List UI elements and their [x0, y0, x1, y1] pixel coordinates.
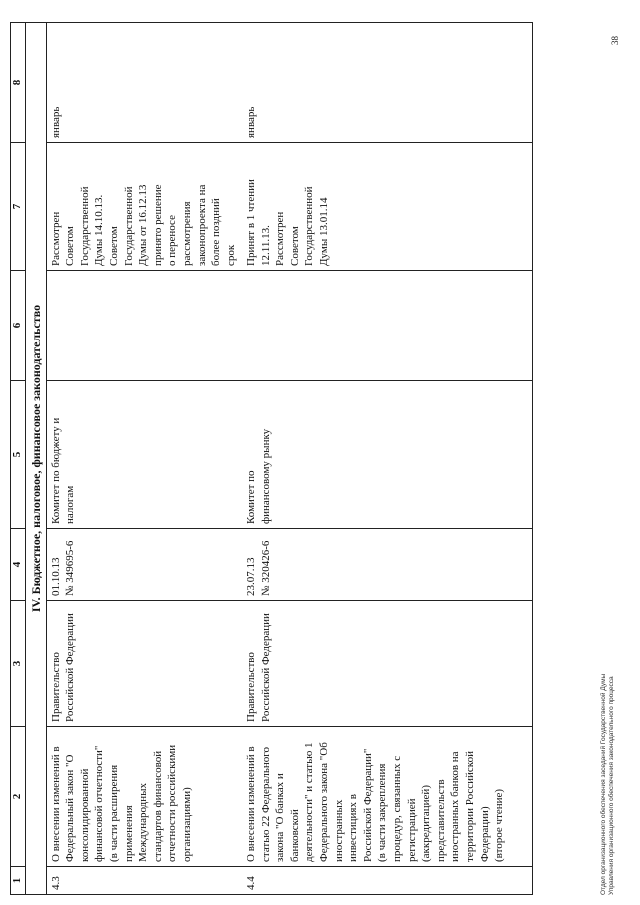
registration-date: 01.10.13: [49, 557, 62, 596]
row-number: 4.3: [46, 867, 242, 895]
bill-title-line: стандартов финансовой: [151, 750, 164, 862]
bill-title-line: процедур, связанных с: [391, 755, 404, 862]
footer-line: Отдел организационного обеспечения заседаний Государственной Думы: [600, 673, 607, 895]
status-line: о переносе: [166, 215, 179, 266]
committee: [46, 381, 242, 529]
bill-title-line: отчетности российскими: [166, 744, 179, 862]
status-line: Государственной: [122, 186, 135, 266]
status-line: Государственной: [78, 186, 91, 266]
bill-title-line: Российской Федерации": [361, 748, 374, 862]
page-number: 38: [610, 36, 620, 45]
bill-title-line: Федерации): [478, 806, 491, 862]
initiator-line: Российской Федерации: [259, 613, 272, 722]
bill-title-line: Федерального закона "Об: [318, 742, 331, 862]
bill-title-line: закона "О банках и: [274, 773, 287, 862]
bill-title-line: статью 22 Федерального: [259, 747, 272, 862]
column-number: 7: [11, 143, 26, 271]
bill-title-line: (в части расширения: [107, 764, 120, 862]
initiator-line: Правительство: [49, 652, 62, 722]
row-number: 4.4: [242, 867, 532, 895]
bill-number: № 320426-6: [259, 540, 272, 596]
term: январь: [46, 23, 242, 143]
initiator: [242, 601, 532, 727]
initiator-line: Российской Федерации: [64, 613, 77, 722]
column-number: 1: [11, 867, 26, 895]
bill-title-line: (второе чтение): [493, 788, 506, 862]
column-number: 5: [11, 381, 26, 529]
status-line: Советом: [64, 226, 77, 266]
footer-line: Управления организационного обеспечения законодательного процесса: [608, 676, 615, 895]
bill-title-line: инвестициях в: [347, 794, 360, 862]
status-line: Думы от 16.12.13: [137, 184, 150, 266]
bill-title-line: финансовой отчетности": [93, 745, 106, 862]
registration-date: 23.07.13: [245, 557, 258, 596]
status-line: Рассмотрен: [49, 211, 62, 266]
bill-title-line: О внесении изменений в: [245, 746, 258, 862]
bill-title-line: консолидированной: [78, 768, 91, 862]
status: [242, 143, 532, 271]
footer: [600, 674, 616, 895]
committee-line: налогам: [64, 485, 77, 524]
column-number-row: [11, 23, 26, 895]
bill-title-line: иностранных: [332, 799, 345, 862]
column-number: 4: [11, 529, 26, 601]
bill-title-line: банковской: [288, 809, 301, 862]
section-row: [26, 23, 47, 895]
status-line: 12.11.13.: [259, 225, 272, 266]
bill-title: [242, 727, 532, 867]
status-line: рассмотрения: [180, 201, 193, 266]
bill-title-line: (в части закрепления: [376, 763, 389, 862]
status: [46, 143, 242, 271]
column-number: 2: [11, 727, 26, 867]
bill-title-line: применения: [122, 805, 135, 862]
status-line: Советом: [107, 226, 120, 266]
table-row: [242, 23, 532, 895]
status-line: Государственной: [303, 186, 316, 266]
committee-line: Комитет по: [245, 470, 258, 524]
initiator: [46, 601, 242, 727]
bill-title-line: Международных: [137, 782, 150, 862]
bill-title-line: О внесении изменений в: [49, 746, 62, 862]
column-6-cell: [242, 271, 532, 381]
section-heading: IV. Бюджетное, налоговое, финансовое законодательство: [26, 23, 47, 895]
bill-title-line: регистрацией: [405, 798, 418, 862]
status-line: Думы 14.10.13.: [93, 194, 106, 266]
initiator-line: Правительство: [245, 652, 258, 722]
bill-title-line: (аккредитацией): [420, 785, 433, 862]
bill-number: № 349695-6: [64, 540, 77, 596]
committee-line: Комитет по бюджету и: [49, 417, 62, 524]
bill-title-line: организациями): [180, 787, 193, 862]
bill-title-line: деятельности" и статью 1: [303, 742, 316, 862]
column-6-cell: [46, 271, 242, 381]
status-line: принято решение: [151, 184, 164, 266]
status-line: Думы 13.01.14: [318, 197, 331, 266]
column-number: 6: [11, 271, 26, 381]
bill-title-line: территории Российской: [464, 751, 476, 862]
status-line: Рассмотрен: [274, 211, 287, 266]
bill-title-line: представительств: [434, 779, 447, 862]
committee-line: финансовому рынку: [259, 428, 272, 524]
status-line: более поздний: [210, 198, 223, 266]
registration: [46, 529, 242, 601]
status-line: законопроекта на: [195, 184, 208, 266]
table-row: [46, 23, 242, 895]
bill-title: [46, 727, 242, 867]
column-number: 8: [11, 23, 26, 143]
status-line: Советом: [288, 226, 301, 266]
bill-table: [10, 22, 533, 895]
bill-title-line: иностранных банков на: [449, 751, 462, 862]
column-number: 3: [11, 601, 26, 727]
committee: [242, 381, 532, 529]
bill-title-line: Федеральный закон "О: [64, 754, 77, 862]
status-line: срок: [224, 244, 237, 266]
registration: [242, 529, 532, 601]
term: январь: [242, 23, 532, 143]
status-line: Принят в 1 чтении: [245, 179, 258, 266]
